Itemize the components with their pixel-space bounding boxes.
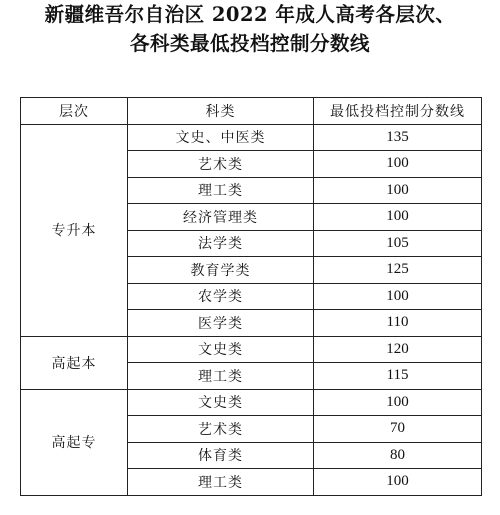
table-row (21, 389, 482, 416)
table-row (21, 336, 482, 363)
score-cell: 100 (314, 204, 482, 231)
score-table (20, 97, 482, 496)
subject-cell: 农学类 (128, 283, 314, 310)
score-cell: 80 (314, 442, 482, 469)
subject-cell: 文史、中医类 (128, 124, 314, 151)
table-row (21, 124, 482, 151)
score-cell: 100 (314, 177, 482, 204)
subject-cell: 医学类 (128, 310, 314, 337)
table-header-row (21, 98, 482, 125)
header-min-score: 最低投档控制分数线 (314, 98, 482, 125)
level-cell: 高起专 (21, 389, 128, 495)
level-cell: 高起本 (21, 336, 128, 389)
document-title-line-1: 新疆维吾尔自治区 2022 年成人高考各层次、 (44, 3, 456, 26)
subject-cell: 理工类 (128, 363, 314, 390)
subject-cell: 经济管理类 (128, 204, 314, 231)
subject-cell: 理工类 (128, 469, 314, 496)
header-level: 层次 (21, 98, 128, 125)
score-cell: 70 (314, 416, 482, 443)
subject-cell: 艺术类 (128, 151, 314, 178)
score-cell: 100 (314, 151, 482, 178)
subject-cell: 体育类 (128, 442, 314, 469)
score-cell: 100 (314, 389, 482, 416)
score-cell: 115 (314, 363, 482, 390)
header-subject: 科类 (128, 98, 314, 125)
document-title-line-2: 各科类最低投档控制分数线 (129, 32, 370, 55)
level-cell: 专升本 (21, 124, 128, 336)
score-cell: 125 (314, 257, 482, 284)
subject-cell: 艺术类 (128, 416, 314, 443)
subject-cell: 文史类 (128, 336, 314, 363)
score-cell: 120 (314, 336, 482, 363)
score-cell: 110 (314, 310, 482, 337)
score-cell: 135 (314, 124, 482, 151)
subject-cell: 文史类 (128, 389, 314, 416)
score-cell: 100 (314, 283, 482, 310)
subject-cell: 教育学类 (128, 257, 314, 284)
subject-cell: 法学类 (128, 230, 314, 257)
score-cell: 105 (314, 230, 482, 257)
subject-cell: 理工类 (128, 177, 314, 204)
score-cell: 100 (314, 469, 482, 496)
